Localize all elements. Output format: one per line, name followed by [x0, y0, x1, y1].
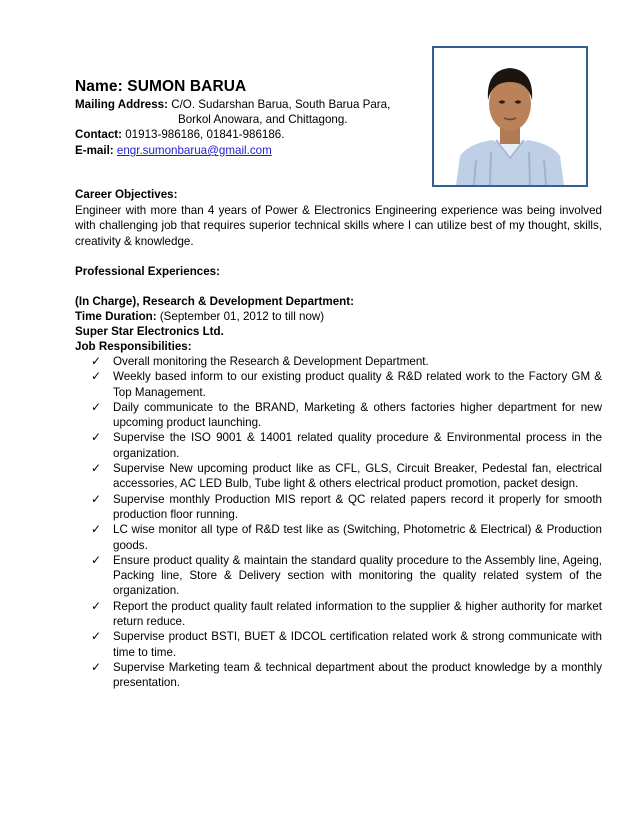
position-title: (In Charge), Research & Development Department:: [75, 295, 354, 308]
email-label: E-mail:: [75, 144, 114, 157]
responsibility-text: Weekly based inform to our existing product quality & R&D related work to the Factory GM & Top Management.: [113, 370, 602, 399]
email-line: [75, 143, 272, 158]
checkmark-icon: ✓: [91, 598, 102, 613]
responsibility-text: Supervise product BSTI, BUET & IDCOL certification related work & strong communicate with time to time.: [113, 630, 602, 659]
mailing-line-2: Borkol Anowara, and Chittagong.: [178, 113, 348, 126]
mailing-line-1: C/O. Sudarshan Barua, South Barua Para,: [167, 98, 391, 111]
checkmark-icon: ✓: [91, 354, 102, 368]
responsibility-item: [90, 461, 602, 492]
responsibilities-heading: Job Responsibilities:: [75, 340, 192, 353]
candidate-name: Name: SUMON BARUA: [75, 78, 247, 95]
responsibility-text: Report the product quality fault related information to the supplier & higher authority for market return reduce.: [113, 599, 602, 629]
profile-photo: [432, 46, 588, 187]
person-portrait-icon: [434, 48, 586, 185]
duration-value: (September 01, 2012 to till now): [156, 310, 325, 323]
checkmark-icon: ✓: [91, 552, 102, 567]
contact-value: 01913-986186, 01841-986186.: [122, 128, 285, 141]
career-text: Engineer with more than 4 years of Power & Electronics Engineering experience was being involved with challenging job that requires superior technical skills where I can utilize best of my thought, skills, creativity & knowledge.: [75, 204, 602, 248]
responsibility-item: [90, 553, 602, 599]
career-heading: Career Objectives:: [75, 188, 178, 201]
responsibility-text: Supervise New upcoming product like as CFL, GLS, Circuit Breaker, Pedestal fan, electrical accessories, AC LED Bulb, Tube light & others electrical product promotion, packet design.: [113, 462, 602, 491]
mailing-address: [75, 97, 390, 112]
responsibility-item: [90, 430, 602, 461]
checkmark-icon: ✓: [91, 399, 102, 414]
checkmark-icon: ✓: [91, 659, 102, 674]
contact-label: Contact:: [75, 128, 123, 141]
responsibility-item: [90, 354, 602, 369]
responsibility-item: [90, 492, 602, 523]
checkmark-icon: ✓: [91, 491, 102, 506]
duration-line: [75, 309, 324, 324]
responsibility-item: [90, 369, 602, 400]
company-name: Super Star Electronics Ltd.: [75, 325, 224, 338]
email-link[interactable]: engr.sumonbarua@gmail.com: [116, 144, 272, 157]
duration-label: Time Duration:: [75, 310, 157, 323]
responsibility-item: [90, 629, 602, 660]
contact-line: [75, 127, 284, 142]
checkmark-icon: ✓: [91, 430, 102, 445]
responsibility-item: [90, 522, 602, 553]
responsibility-text: LC wise monitor all type of R&D test like as (Switching, Photometric & Electrical) & Production goods.: [113, 523, 602, 552]
responsibility-item: [90, 599, 602, 630]
responsibility-text: Supervise monthly Production MIS report & QC related papers record it properly for smooth production floor running.: [113, 492, 602, 521]
checkmark-icon: ✓: [91, 369, 102, 384]
checkmark-icon: ✓: [91, 629, 102, 644]
responsibility-text: Overall monitoring the Research & Development Department.: [113, 355, 429, 368]
responsibility-item: [90, 660, 602, 691]
responsibilities-list: [90, 354, 602, 691]
responsibility-item: [90, 400, 602, 431]
checkmark-icon: ✓: [91, 522, 102, 537]
checkmark-icon: ✓: [91, 461, 102, 476]
responsibility-text: Daily communicate to the BRAND, Marketing & others factories higher department for new upcoming product launching.: [113, 400, 602, 430]
responsibility-text: Supervise Marketing team & technical department about the product knowledge by a monthly presentation.: [113, 660, 602, 690]
mailing-label: Mailing Address:: [75, 98, 168, 111]
experience-heading: Professional Experiences:: [75, 265, 220, 278]
responsibility-text: Ensure product quality & maintain the standard quality procedure to the Assembly line, Ageing, Packing line, Store & Delivery section with monitoring the quality related system of the organization.: [113, 553, 602, 598]
responsibility-text: Supervise the ISO 9001 & 14001 related quality procedure & Environmental process in the organization.: [113, 431, 602, 460]
